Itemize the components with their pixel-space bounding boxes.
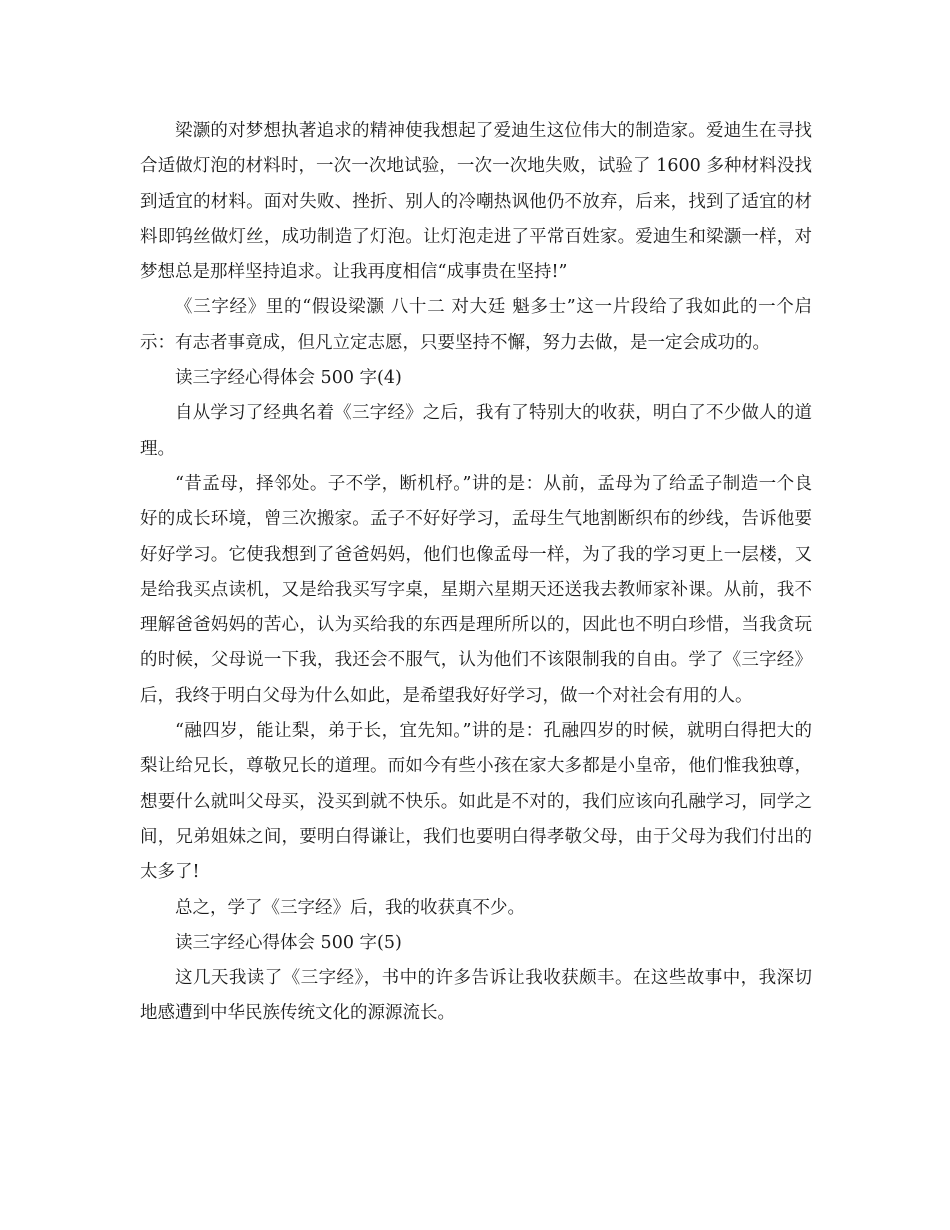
- section-heading-4: 读三字经心得体会 500 字(4): [175, 368, 402, 389]
- paragraph-summary-4: 总之，学了《三字经》后，我的收获真不少。: [175, 897, 525, 918]
- paragraph-intro-5: 这几天我读了《三字经》，书中的许多告诉让我收获颇丰。在这些故事中，我深切地感遭到中华民族传统文化的源源流长。: [140, 968, 812, 1024]
- paragraph-mencius-mother: “昔孟母，择邻处。子不学，断机杼。”讲的是：从前，孟母为了给孟子制造一个良好的成长环境，曾三次搬家。孟子不好好学习，孟母生气地割断织布的纱线，告诉他要好好学习。它使我想到了爸爸妈妈，他们也像孟母一样，为了我的学习更上一层楼，又是给我买点读机，又是给我买写字桌，星期六星期天还送我去教师家补课。从前，我不理解爸爸妈妈的苦心，认为买给我的东西是理所所以的，因此也不明白珍惜，当我贪玩的时候，父母说一下我，我还会不服气，认为他们不该限制我的自由。学了《三字经》后，我终于明白父母为什么如此，是希望我好好学习，做一个对社会有用的人。: [140, 473, 812, 706]
- section-heading-5: 读三字经心得体会 500 字(5): [175, 932, 402, 953]
- paragraph-edison: 梁灏的对梦想执著追求的精神使我想起了爱迪生这位伟大的制造家。爱迪生在寻找合适做灯泡的材料时，一次一次地试验，一次一次地失败，试验了 1600 多种材料没找到适宜的材料。面对失败、挫折、别人的冷嘲热讽他仍不放弃，后来，找到了适宜的材料即钨丝做灯丝，成功制造了灯泡。让灯泡走进了平常百姓家。爱迪生和梁灏一样，对梦想总是那样坚持追求。让我再度相信“成事贵在坚持!”: [140, 121, 812, 283]
- paragraph-liang-hao-lesson: 《三字经》里的“假设梁灏 八十二 对大廷 魁多士”这一片段给了我如此的一个启示：有志者事竟成，但凡立定志愿，只要坚持不懈，努力去做，是一定会成功的。: [140, 297, 812, 353]
- paragraph-intro-4: 自从学习了经典名着《三字经》之后，我有了特别大的收获，明白了不少做人的道理。: [140, 403, 812, 459]
- paragraph-kong-rong: “融四岁，能让梨，弟于长，宜先知。”讲的是：孔融四岁的时候，就明白得把大的梨让给兄长，尊敬兄长的道理。而如今有些小孩在家大多都是小皇帝，他们惟我独尊，想要什么就叫父母买，没买到就不快乐。如此是不对的，我们应该向孔融学习，同学之间，兄弟姐妹之间，要明白得谦让，我们也要明白得孝敬父母，由于父母为我们付出的太多了!: [140, 721, 812, 883]
- document-body: [140, 114, 812, 1032]
